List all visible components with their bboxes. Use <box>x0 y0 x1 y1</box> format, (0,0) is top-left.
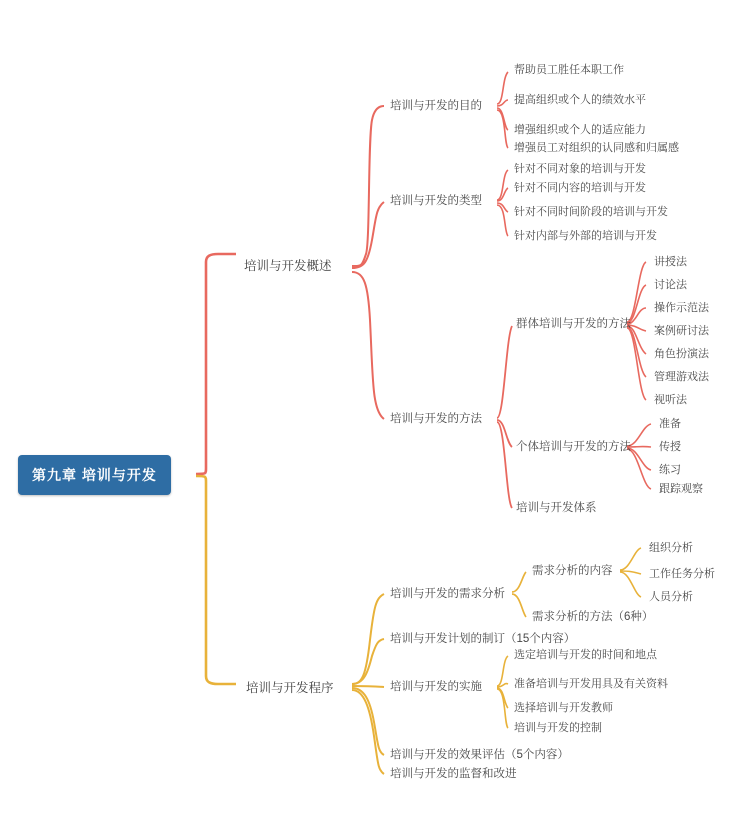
node-training-implementation[interactable]: 培训与开发的实施 <box>390 681 482 693</box>
leaf-node[interactable]: 针对不同对象的培训与开发 <box>514 163 646 175</box>
node-training-evaluation[interactable]: 培训与开发的效果评估（5个内容） <box>390 749 569 761</box>
leaf-node[interactable]: 视听法 <box>654 394 687 406</box>
node-training-types[interactable]: 培训与开发的类型 <box>390 195 482 207</box>
leaf-node[interactable]: 讨论法 <box>654 279 687 291</box>
leaf-node[interactable]: 针对不同内容的培训与开发 <box>514 182 646 194</box>
branch-node-overview[interactable]: 培训与开发概述 <box>244 259 332 273</box>
leaf-node[interactable]: 工作任务分析 <box>649 568 715 580</box>
leaf-node[interactable]: 提高组织或个人的绩效水平 <box>514 94 646 106</box>
leaf-node[interactable]: 跟踪观察 <box>659 483 703 495</box>
leaf-node[interactable]: 增强组织或个人的适应能力 <box>514 124 646 136</box>
leaf-node[interactable]: 帮助员工胜任本职工作 <box>514 64 624 76</box>
leaf-node[interactable]: 针对不同时间阶段的培训与开发 <box>514 206 668 218</box>
leaf-node[interactable]: 增强员工对组织的认同感和归属感 <box>514 142 679 154</box>
node-training-purpose[interactable]: 培训与开发的目的 <box>390 100 482 112</box>
node-needs-analysis-method[interactable]: 需求分析的方法（6种） <box>532 611 654 623</box>
node-training-system[interactable]: 培训与开发体系 <box>516 502 597 514</box>
node-individual-training-methods[interactable]: 个体培训与开发的方法 <box>516 441 631 453</box>
leaf-node[interactable]: 培训与开发的控制 <box>514 722 602 734</box>
node-group-training-methods[interactable]: 群体培训与开发的方法 <box>516 318 631 330</box>
leaf-node[interactable]: 准备 <box>659 418 681 430</box>
leaf-node[interactable]: 组织分析 <box>649 542 693 554</box>
node-training-supervision[interactable]: 培训与开发的监督和改进 <box>390 768 517 780</box>
leaf-node[interactable]: 练习 <box>659 464 681 476</box>
leaf-node[interactable]: 讲授法 <box>654 256 687 268</box>
node-training-methods[interactable]: 培训与开发的方法 <box>390 413 482 425</box>
leaf-node[interactable]: 操作示范法 <box>654 302 709 314</box>
leaf-node[interactable]: 角色扮演法 <box>654 348 709 360</box>
branch-node-procedure[interactable]: 培训与开发程序 <box>246 681 334 695</box>
leaf-node[interactable]: 准备培训与开发用具及有关资料 <box>514 678 668 690</box>
leaf-node[interactable]: 选择培训与开发教师 <box>514 702 613 714</box>
root-node[interactable]: 第九章 培训与开发 <box>18 455 171 495</box>
leaf-node[interactable]: 管理游戏法 <box>654 371 709 383</box>
leaf-node[interactable]: 传授 <box>659 441 681 453</box>
leaf-node[interactable]: 人员分析 <box>649 591 693 603</box>
node-needs-analysis[interactable]: 培训与开发的需求分析 <box>390 588 505 600</box>
node-training-plan[interactable]: 培训与开发计划的制订（15个内容） <box>390 633 576 645</box>
leaf-node[interactable]: 选定培训与开发的时间和地点 <box>514 649 657 661</box>
leaf-node[interactable]: 案例研讨法 <box>654 325 709 337</box>
node-needs-analysis-content[interactable]: 需求分析的内容 <box>532 565 613 577</box>
leaf-node[interactable]: 针对内部与外部的培训与开发 <box>514 230 657 242</box>
